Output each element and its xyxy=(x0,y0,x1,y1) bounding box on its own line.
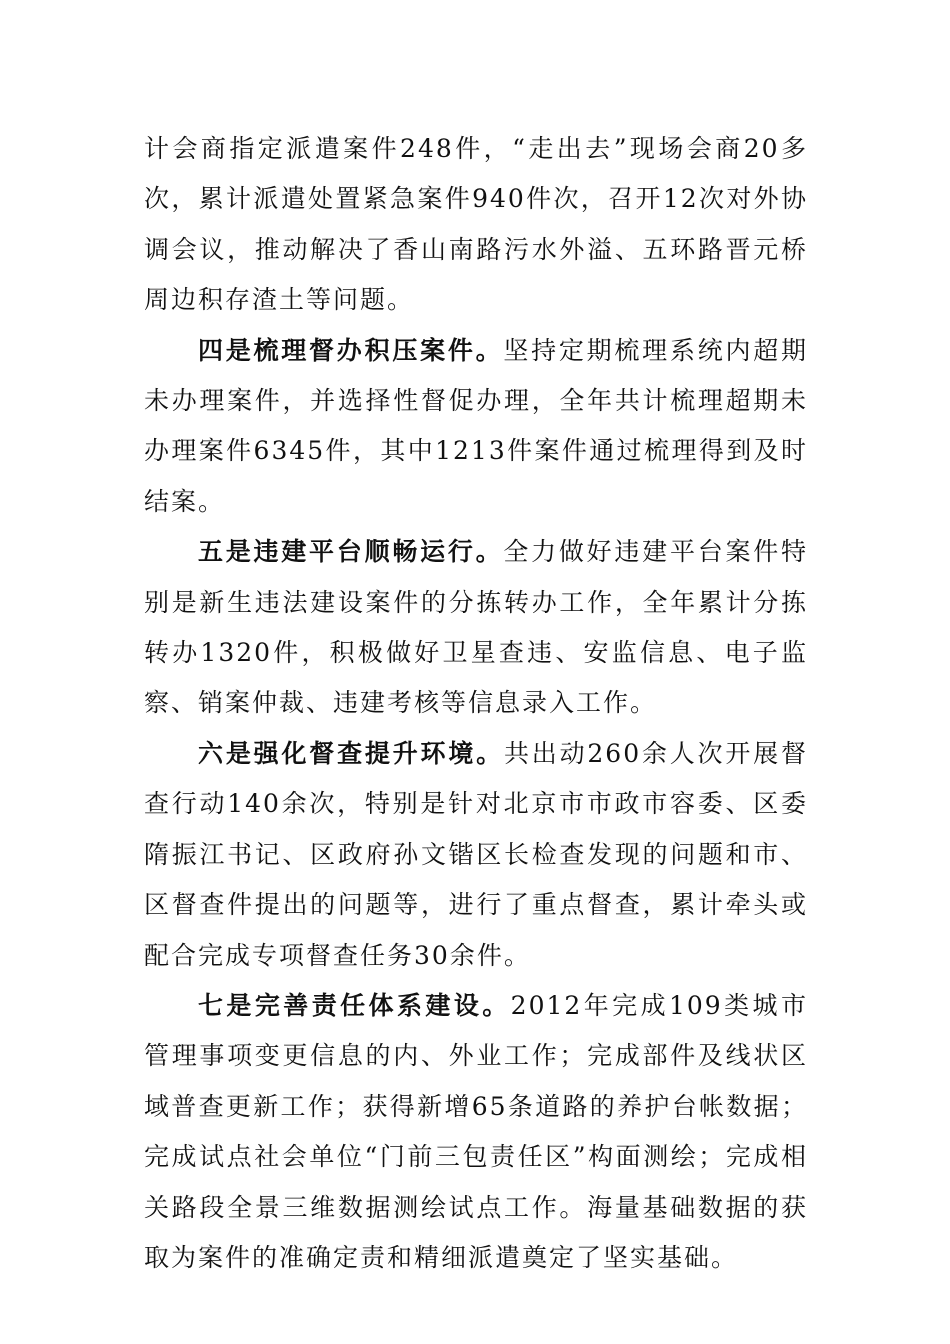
paragraph-body: 全力做好违建平台案件特别是新生违法建设案件的分拣转办工作，全年累计分拣转办1320件，积极做好卫星查违、安监信息、电子监察、销案仲裁、违建考核等信息录入工作。 xyxy=(144,537,808,718)
paragraph-continuation xyxy=(144,124,808,326)
paragraph-item-7 xyxy=(144,981,808,1283)
paragraph-lead: 五是违建平台顺畅运行。 xyxy=(198,537,504,567)
document-page xyxy=(144,124,808,1283)
paragraph-item-4 xyxy=(144,326,808,528)
paragraph-item-6 xyxy=(144,729,808,981)
paragraph-item-5 xyxy=(144,527,808,729)
paragraph-body: 坚持定期梳理系统内超期未办理案件，并选择性督促办理，全年共计梳理超期未办理案件6345件，其中1213件案件通过梳理得到及时结案。 xyxy=(144,335,808,516)
paragraph-body: 共出动260余人次开展督查行动140余次，特别是针对北京市市政市容委、区委隋振江书记、区政府孙文锴区长检查发现的问题和市、区督查件提出的问题等，进行了重点督查，累计牵头或配合完成专项督查任务30余件。 xyxy=(144,738,808,970)
paragraph-lead: 七是完善责任体系建设。 xyxy=(198,990,511,1020)
paragraph-lead: 四是梳理督办积压案件。 xyxy=(198,335,504,365)
paragraph-lead: 六是强化督查提升环境。 xyxy=(198,738,504,768)
paragraph-body: 计会商指定派遣案件248件，“走出去”现场会商20多次，累计派遣处置紧急案件940件次，召开12次对外协调会议，推动解决了香山南路污水外溢、五环路晋元桥周边积存渣土等问题。 xyxy=(144,134,808,315)
paragraph-body: 2012年完成109类城市管理事项变更信息的内、外业工作；完成部件及线状区域普查更新工作；获得新增65条道路的养护台帐数据；完成试点社会单位“门前三包责任区”构面测绘；完成相关路段全景三维数据测绘试点工作。海量基础数据的获取为案件的准确定责和精细派遣奠定了坚实基础。 xyxy=(144,990,808,1272)
